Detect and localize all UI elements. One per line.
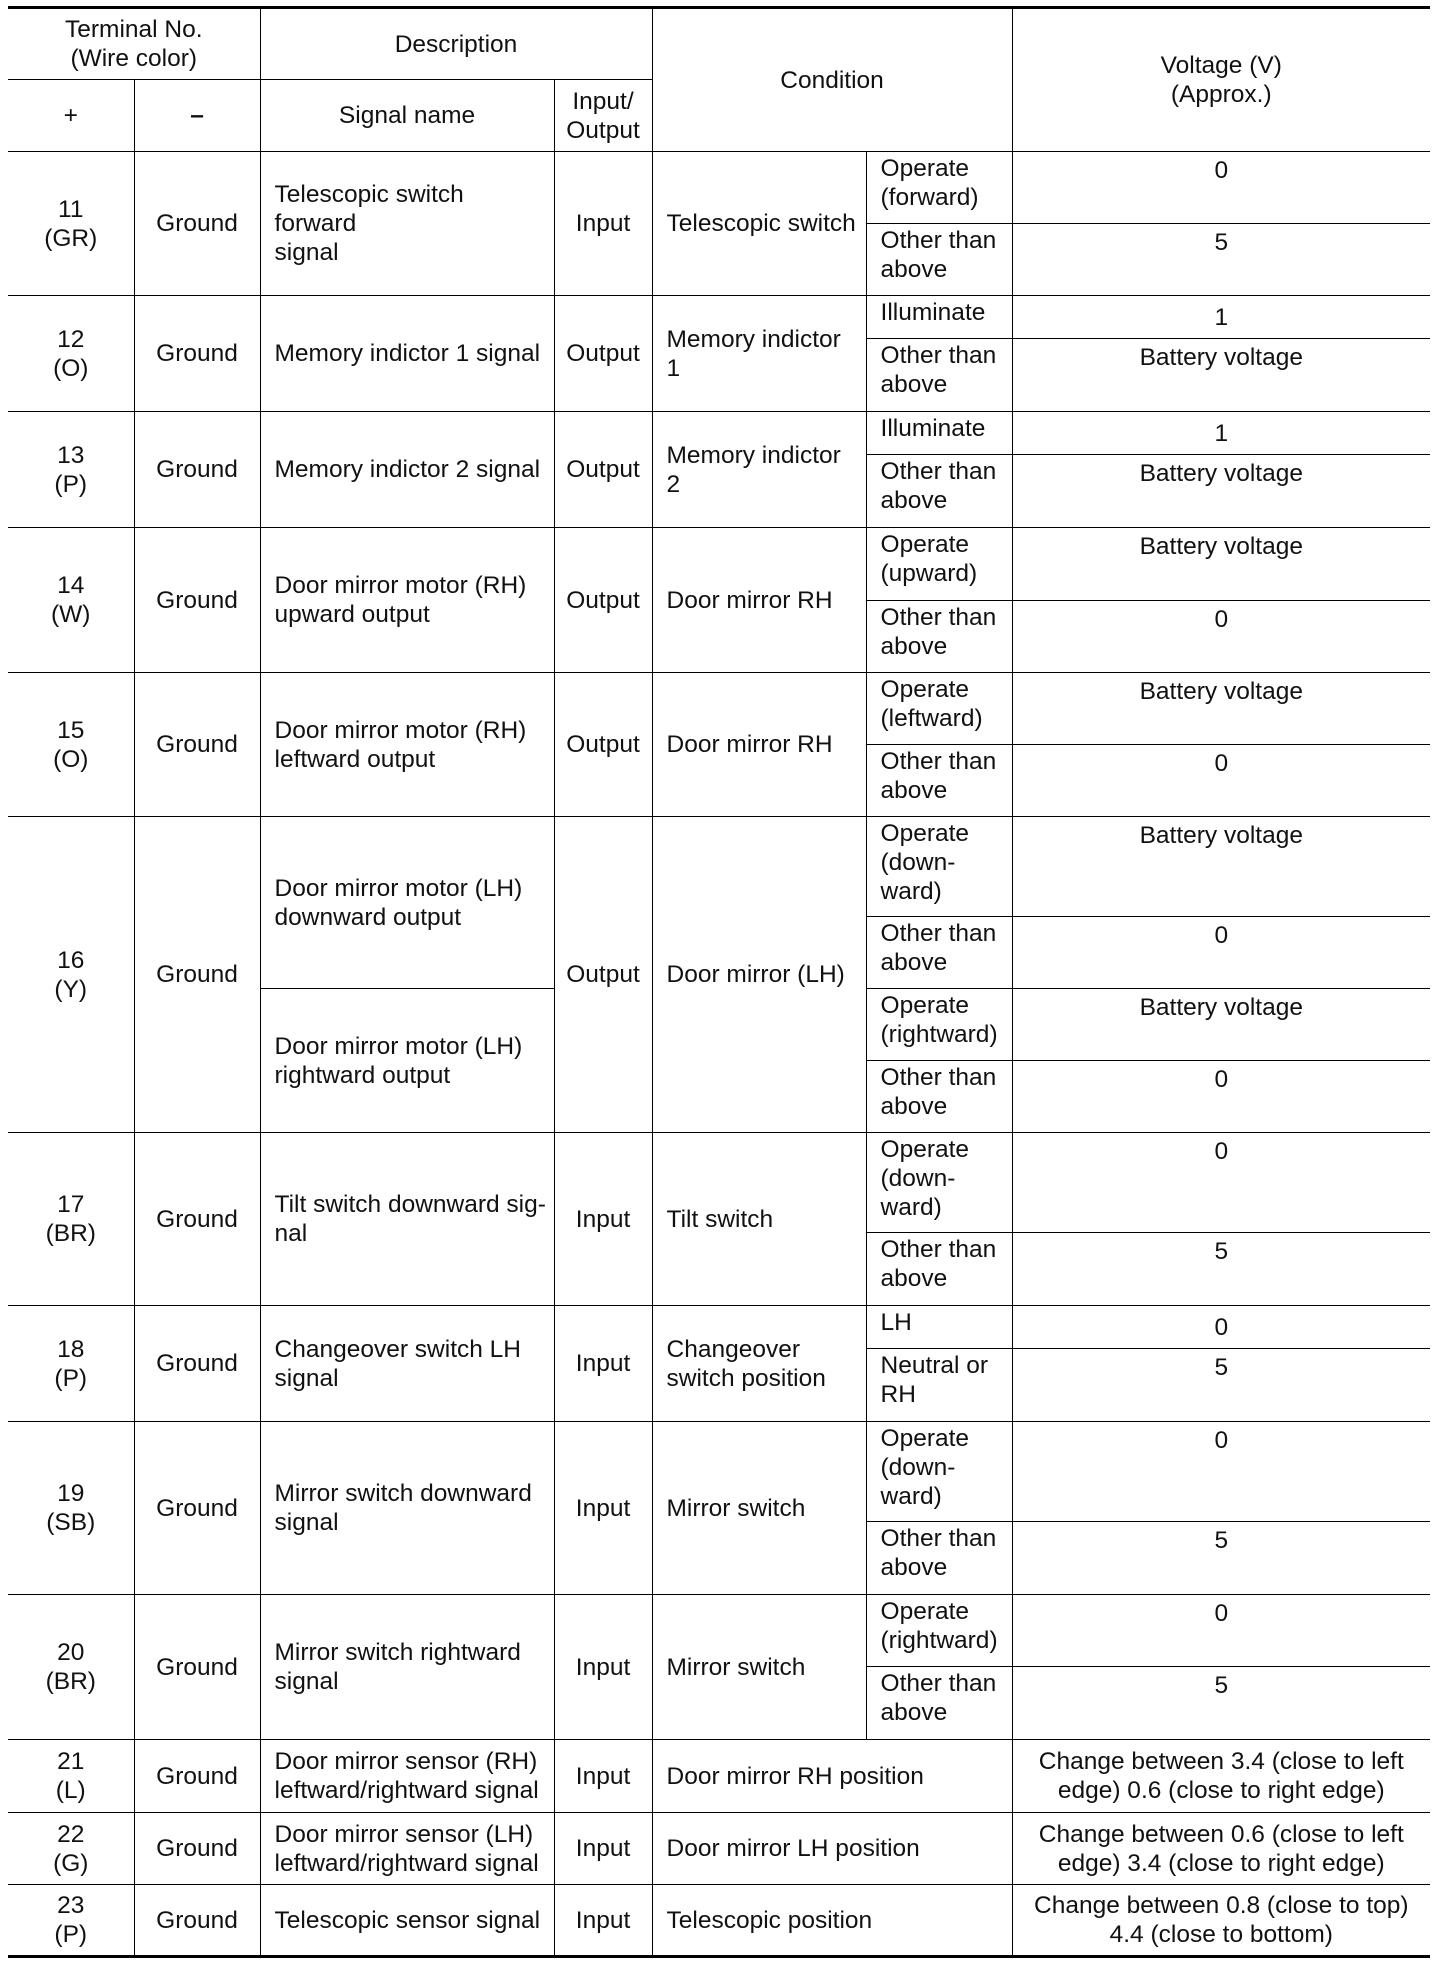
voltage-cell: 1 xyxy=(1012,296,1430,339)
voltage-cell: 0 xyxy=(1012,917,1430,989)
io-cell: Output xyxy=(554,673,652,817)
ground-cell: Ground xyxy=(134,1306,260,1422)
signal-name-cell: Changeover switch LH signal xyxy=(260,1306,554,1422)
terminal-cell: 16 (Y) xyxy=(8,817,134,1133)
condition-state-cell: Other than above xyxy=(866,1233,1012,1306)
table-row xyxy=(8,1885,1430,1957)
voltage-cell: 5 xyxy=(1012,1349,1430,1422)
condition-cell: Memory indictor 1 xyxy=(652,296,866,412)
io-cell: Output xyxy=(554,817,652,1133)
ground-cell: Ground xyxy=(134,1740,260,1813)
condition-state-cell: Operate (forward) xyxy=(866,152,1012,224)
signal-name-cell: Telescopic switch forward signal xyxy=(260,152,554,296)
condition-state-cell: Other than above xyxy=(866,1522,1012,1595)
header-description: Description xyxy=(260,8,652,80)
header-plus: + xyxy=(8,80,134,152)
table-row xyxy=(8,152,1430,224)
condition-state-cell: Operate (rightward) xyxy=(866,989,1012,1061)
io-cell: Output xyxy=(554,296,652,412)
voltage-cell: 0 xyxy=(1012,1306,1430,1349)
condition-state-cell: Other than above xyxy=(866,1061,1012,1133)
voltage-cell: Change between 0.6 (close to left edge) 3.4 (close to right edge) xyxy=(1012,1813,1430,1885)
condition-cell: Telescopic switch xyxy=(652,152,866,296)
terminal-cell: 12 (O) xyxy=(8,296,134,412)
condition-cell: Memory indictor 2 xyxy=(652,412,866,528)
voltage-cell: 5 xyxy=(1012,1233,1430,1306)
condition-state-cell: Other than above xyxy=(866,1667,1012,1740)
header-input-output: Input/ Output xyxy=(554,80,652,152)
voltage-cell: Battery voltage xyxy=(1012,817,1430,917)
terminal-cell: 18 (P) xyxy=(8,1306,134,1422)
condition-state-cell: Other than above xyxy=(866,745,1012,817)
voltage-cell: Battery voltage xyxy=(1012,339,1430,412)
table-row xyxy=(8,1133,1430,1233)
terminal-cell: 15 (O) xyxy=(8,673,134,817)
terminal-table xyxy=(8,6,1430,1958)
condition-cell: Door mirror LH position xyxy=(652,1813,1012,1885)
table-row xyxy=(8,412,1430,455)
ground-cell: Ground xyxy=(134,817,260,1133)
ground-cell: Ground xyxy=(134,1133,260,1306)
condition-state-cell: Illuminate xyxy=(866,296,1012,339)
voltage-cell: Change between 3.4 (close to left edge) 0.6 (close to right edge) xyxy=(1012,1740,1430,1813)
terminal-cell: 22 (G) xyxy=(8,1813,134,1885)
ground-cell: Ground xyxy=(134,1813,260,1885)
ground-cell: Ground xyxy=(134,1422,260,1595)
ground-cell: Ground xyxy=(134,412,260,528)
terminal-cell: 17 (BR) xyxy=(8,1133,134,1306)
signal-name-cell: Door mirror motor (LH) rightward output xyxy=(260,989,554,1133)
signal-name-cell: Door mirror motor (LH) downward output xyxy=(260,817,554,989)
condition-cell: Telescopic position xyxy=(652,1885,1012,1957)
io-cell: Output xyxy=(554,528,652,673)
terminal-cell: 11 (GR) xyxy=(8,152,134,296)
signal-name-cell: Telescopic sensor signal xyxy=(260,1885,554,1957)
io-cell: Input xyxy=(554,1595,652,1740)
signal-name-cell: Door mirror motor (RH) upward output xyxy=(260,528,554,673)
voltage-cell: Battery voltage xyxy=(1012,455,1430,528)
signal-name-cell: Mirror switch downward signal xyxy=(260,1422,554,1595)
condition-state-cell: Operate (down- ward) xyxy=(866,1422,1012,1522)
header-terminal: Terminal No. (Wire color) xyxy=(8,8,260,80)
voltage-cell: 0 xyxy=(1012,745,1430,817)
condition-cell: Door mirror RH position xyxy=(652,1740,1012,1813)
condition-cell: Mirror switch xyxy=(652,1595,866,1740)
condition-cell: Mirror switch xyxy=(652,1422,866,1595)
io-cell: Input xyxy=(554,1306,652,1422)
io-cell: Input xyxy=(554,1422,652,1595)
table-row xyxy=(8,1595,1430,1667)
condition-state-cell: Operate (rightward) xyxy=(866,1595,1012,1667)
signal-name-cell: Door mirror sensor (LH) leftward/rightward signal xyxy=(260,1813,554,1885)
signal-name-cell: Door mirror motor (RH) leftward output xyxy=(260,673,554,817)
table-row xyxy=(8,817,1430,917)
condition-cell: Door mirror RH xyxy=(652,528,866,673)
ground-cell: Ground xyxy=(134,296,260,412)
io-cell: Input xyxy=(554,1885,652,1957)
voltage-cell: 0 xyxy=(1012,1133,1430,1233)
ground-cell: Ground xyxy=(134,673,260,817)
table-body xyxy=(8,152,1430,1957)
condition-cell: Door mirror RH xyxy=(652,673,866,817)
condition-state-cell: Illuminate xyxy=(866,412,1012,455)
header-signal-name: Signal name xyxy=(260,80,554,152)
condition-state-cell: Operate (down- ward) xyxy=(866,1133,1012,1233)
table-row xyxy=(8,673,1430,745)
condition-cell: Tilt switch xyxy=(652,1133,866,1306)
condition-cell: Door mirror (LH) xyxy=(652,817,866,1133)
table-row xyxy=(8,1306,1430,1349)
table-row xyxy=(8,1422,1430,1522)
voltage-cell: 5 xyxy=(1012,224,1430,296)
condition-state-cell: Other than above xyxy=(866,917,1012,989)
table-row xyxy=(8,1740,1430,1813)
io-cell: Input xyxy=(554,1133,652,1306)
condition-state-cell: Operate (down- ward) xyxy=(866,817,1012,917)
voltage-cell: Battery voltage xyxy=(1012,528,1430,601)
header-condition: Condition xyxy=(652,8,1012,152)
voltage-cell: 1 xyxy=(1012,412,1430,455)
terminal-cell: 13 (P) xyxy=(8,412,134,528)
ground-cell: Ground xyxy=(134,152,260,296)
terminal-cell: 23 (P) xyxy=(8,1885,134,1957)
voltage-cell: Change between 0.8 (close to top) 4.4 (close to bottom) xyxy=(1012,1885,1430,1957)
condition-state-cell: Other than above xyxy=(866,224,1012,296)
condition-state-cell: LH xyxy=(866,1306,1012,1349)
ground-cell: Ground xyxy=(134,1595,260,1740)
voltage-cell: 0 xyxy=(1012,1595,1430,1667)
signal-name-cell: Mirror switch rightward signal xyxy=(260,1595,554,1740)
signal-name-cell: Memory indictor 2 signal xyxy=(260,412,554,528)
condition-state-cell: Other than above xyxy=(866,339,1012,412)
voltage-cell: 5 xyxy=(1012,1522,1430,1595)
terminal-cell: 14 (W) xyxy=(8,528,134,673)
header-minus: – xyxy=(134,80,260,152)
voltage-cell: 0 xyxy=(1012,152,1430,224)
condition-state-cell: Other than above xyxy=(866,601,1012,673)
condition-state-cell: Operate (upward) xyxy=(866,528,1012,601)
ground-cell: Ground xyxy=(134,1885,260,1957)
header-voltage: Voltage (V) (Approx.) xyxy=(1012,8,1430,152)
voltage-cell: Battery voltage xyxy=(1012,989,1430,1061)
signal-name-cell: Tilt switch downward sig- nal xyxy=(260,1133,554,1306)
voltage-cell: 0 xyxy=(1012,1061,1430,1133)
io-cell: Input xyxy=(554,152,652,296)
io-cell: Output xyxy=(554,412,652,528)
table-row xyxy=(8,296,1430,339)
io-cell: Input xyxy=(554,1813,652,1885)
condition-state-cell: Neutral or RH xyxy=(866,1349,1012,1422)
condition-state-cell: Other than above xyxy=(866,455,1012,528)
table-row xyxy=(8,1813,1430,1885)
signal-name-cell: Memory indictor 1 signal xyxy=(260,296,554,412)
voltage-cell: Battery voltage xyxy=(1012,673,1430,745)
signal-name-cell: Door mirror sensor (RH) leftward/rightward signal xyxy=(260,1740,554,1813)
terminal-cell: 19 (SB) xyxy=(8,1422,134,1595)
voltage-cell: 5 xyxy=(1012,1667,1430,1740)
table-row xyxy=(8,528,1430,601)
ground-cell: Ground xyxy=(134,528,260,673)
terminal-cell: 21 (L) xyxy=(8,1740,134,1813)
terminal-cell: 20 (BR) xyxy=(8,1595,134,1740)
io-cell: Input xyxy=(554,1740,652,1813)
voltage-cell: 0 xyxy=(1012,601,1430,673)
voltage-cell: 0 xyxy=(1012,1422,1430,1522)
condition-state-cell: Operate (leftward) xyxy=(866,673,1012,745)
condition-cell: Changeover switch position xyxy=(652,1306,866,1422)
